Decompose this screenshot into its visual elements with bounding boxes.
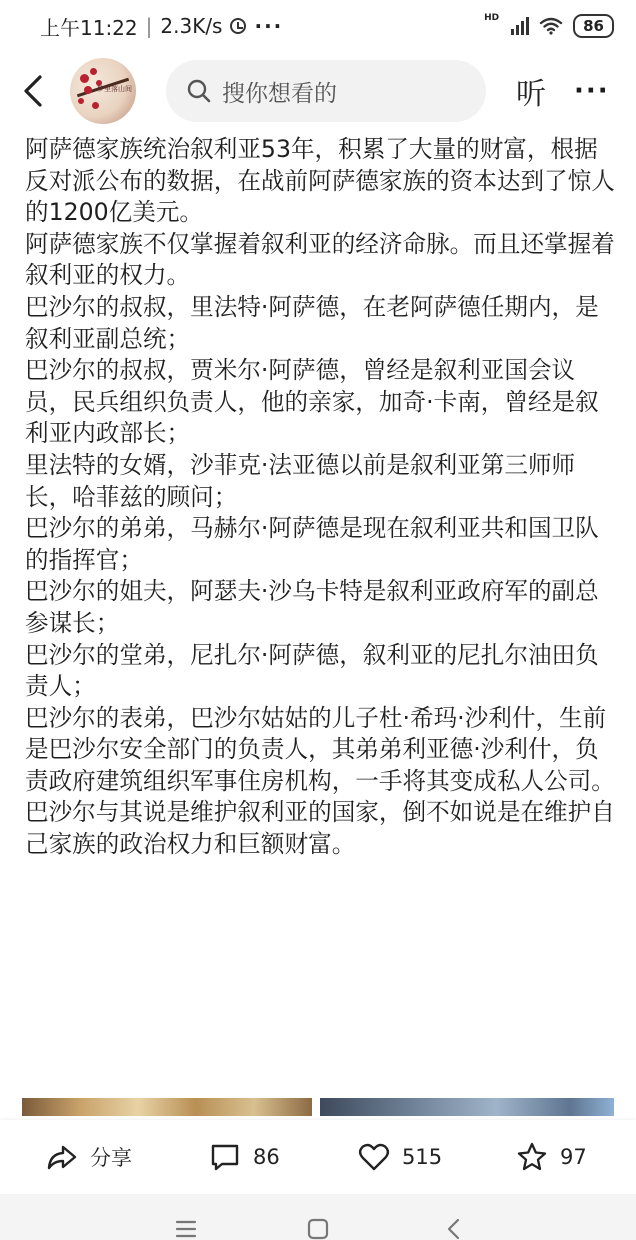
system-back-icon[interactable]: [442, 1218, 466, 1240]
network-type: HD: [484, 13, 500, 23]
comment-count: 86: [253, 1145, 280, 1169]
status-time: 上午11:22: [40, 15, 138, 40]
wifi-icon: [539, 17, 563, 35]
avatar-blossom: [90, 68, 97, 75]
comment-icon: [209, 1141, 241, 1173]
avatar-text: 梦里落山间: [97, 85, 132, 93]
avatar[interactable]: [70, 58, 136, 124]
article-paragraph: 里法特的女婿，沙菲克·法亚德以前是叙利亚第三师师长，哈菲兹的顾问；: [25, 450, 576, 511]
favorite-button[interactable]: [516, 1120, 587, 1194]
status-bar: [0, 0, 636, 52]
article-paragraph: 巴沙尔与其说是维护叙利亚的国家，倒不如说是在维护自己家族的政治权力和巨额财富。: [25, 798, 615, 859]
heart-icon: [358, 1141, 390, 1173]
listen-button[interactable]: 听: [516, 77, 546, 112]
action-bar: [0, 1120, 636, 1194]
article-paragraph: 巴沙尔的弟弟，马赫尔·阿萨德是现在叙利亚共和国卫队的指挥官；: [25, 514, 599, 574]
share-icon: [46, 1141, 78, 1173]
system-nav-bar: [0, 1194, 636, 1240]
article-image[interactable]: [320, 1098, 614, 1116]
star-icon: [516, 1141, 548, 1173]
avatar-blossom: [84, 86, 92, 94]
article-body: [25, 134, 620, 861]
article-paragraph: 巴沙尔的叔叔，里法特·阿萨德，在老阿萨德任期内，是叙利亚副总统；: [25, 292, 599, 353]
back-arrow-icon[interactable]: [20, 71, 48, 111]
home-icon[interactable]: [306, 1218, 330, 1240]
comment-button[interactable]: [209, 1120, 280, 1194]
menu-icon[interactable]: [174, 1218, 198, 1240]
article-paragraph: 巴沙尔的叔叔，贾米尔·阿萨德，曾经是叙利亚国会议员，民兵组织负责人，他的亲家，加奇·卡南，曾经是叙利亚内政部长；: [25, 356, 599, 448]
article-paragraph: 巴沙尔的堂弟，尼扎尔·阿萨德，叙利亚的尼扎尔油田负责人；: [25, 640, 599, 701]
notification-dots-icon: ···: [254, 14, 284, 38]
search-icon: [186, 78, 212, 104]
more-icon[interactable]: ···: [574, 76, 610, 106]
article-paragraph: 巴沙尔的表弟，巴沙尔姑姑的儿子杜·希玛·沙利什，生前是巴沙尔安全部门的负责人，其弟弟利亚德·沙利什，负责政府建筑组织军事住房机构，一手将其变成私人公司。: [25, 703, 615, 795]
article-paragraph: 阿萨德家族统治叙利亚53年，积累了大量的财富，根据反对派公布的数据，在战前阿萨德家族的资本达到了惊人的1200亿美元。: [25, 135, 615, 227]
alarm-icon: [230, 18, 246, 34]
image-gap: [312, 1098, 320, 1116]
status-right: [484, 14, 614, 38]
signal-icon: [511, 17, 529, 35]
avatar-blossom: [92, 102, 99, 109]
battery-indicator: 86: [573, 14, 614, 38]
status-separator: |: [145, 14, 153, 38]
search-input[interactable]: [166, 60, 486, 122]
like-count: 515: [402, 1145, 443, 1169]
favorite-count: 97: [560, 1145, 587, 1169]
article-paragraph: 阿萨德家族不仅掌握着叙利亚的经济命脉。而且还掌握着叙利亚的权力。: [25, 229, 615, 290]
top-nav: [0, 52, 636, 130]
share-button[interactable]: [46, 1120, 132, 1194]
article-paragraph: 巴沙尔的姐夫，阿瑟夫·沙乌卡特是叙利亚政府军的副总参谋长；: [25, 577, 599, 637]
status-left: [40, 12, 283, 41]
search-placeholder: 搜你想看的: [222, 80, 337, 107]
image-strip: [22, 1098, 614, 1116]
avatar-blossom: [78, 98, 84, 104]
share-label: 分享: [90, 1146, 132, 1170]
like-button[interactable]: [358, 1120, 442, 1194]
network-speed: 2.3K/s: [160, 14, 223, 38]
avatar-blossom: [80, 74, 89, 83]
article-image[interactable]: [22, 1098, 312, 1116]
